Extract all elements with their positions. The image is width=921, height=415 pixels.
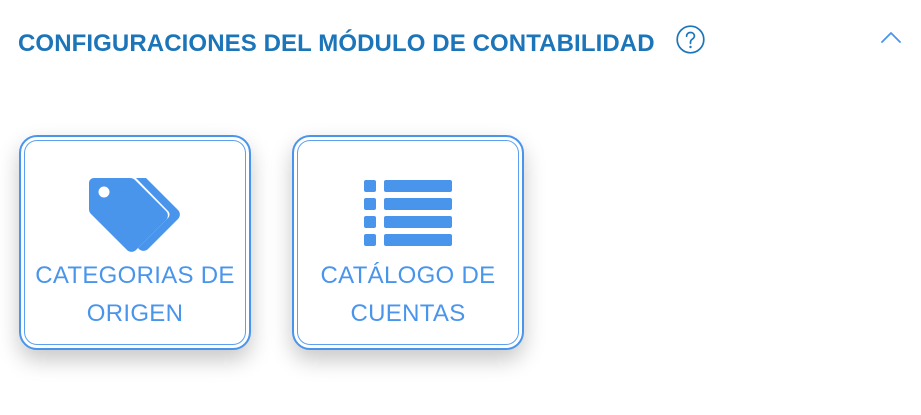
- tags-icon: [21, 175, 249, 253]
- card-label-line-2: ORIGEN: [86, 300, 184, 327]
- card-label-line-1: CATEGORIAS DE: [35, 262, 235, 289]
- card-categorias-origen[interactable]: [19, 135, 251, 350]
- section-header: [0, 0, 921, 90]
- question-circle-icon[interactable]: [676, 25, 705, 54]
- card-label-line-1: CATÁLOGO DE: [320, 262, 496, 289]
- page-title: CONFIGURACIONES DEL MÓDULO DE CONTABILIDAD: [18, 30, 655, 57]
- card-label: [302, 257, 514, 333]
- list-icon: [294, 175, 522, 253]
- card-label: [29, 257, 241, 333]
- card-catalogo-cuentas[interactable]: [292, 135, 524, 350]
- card-label-line-2: CUENTAS: [350, 300, 466, 327]
- chevron-up-icon[interactable]: [879, 29, 903, 45]
